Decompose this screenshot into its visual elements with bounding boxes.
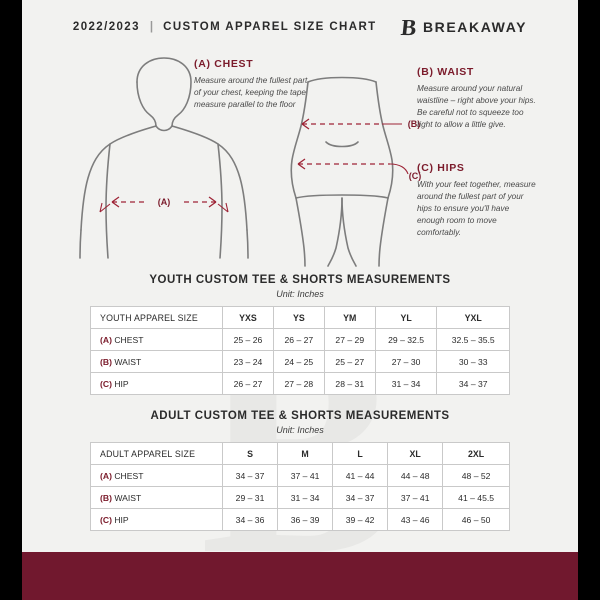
note-chest: [194, 58, 312, 111]
brand-lockup: [401, 16, 527, 39]
youth-cell-0-3: 29 – 32.5: [375, 329, 437, 351]
adult-cell-1-0: 29 – 31: [223, 487, 278, 509]
header-year: 2022/2023: [72, 21, 140, 33]
youth-row-0-label: [91, 329, 223, 351]
table-header-row: [91, 443, 510, 465]
table-row: [91, 373, 510, 395]
note-chest-body: Measure around the fullest part of your chest, keeping the tape measure parallel to the floor: [194, 76, 308, 109]
table-row: [91, 487, 510, 509]
adult-cell-1-4: 41 – 45.5: [443, 487, 510, 509]
youth-row-1-tag: (B): [100, 356, 112, 367]
youth-row-1-label: [91, 351, 223, 373]
adult-cell-0-2: 41 – 44: [333, 465, 388, 487]
adult-col-2: M: [278, 443, 333, 465]
adult-cell-0-4: 48 – 52: [443, 465, 510, 487]
youth-row-0-tag: (A): [100, 334, 112, 345]
adult-row-1-tag: (B): [100, 492, 112, 503]
youth-row-0-name: CHEST: [114, 334, 144, 345]
header-separator: |: [149, 21, 154, 33]
adult-cell-1-3: 37 – 41: [388, 487, 443, 509]
youth-cell-2-3: 31 – 34: [375, 373, 437, 395]
youth-col-0: YOUTH APPAREL SIZE: [91, 307, 223, 329]
youth-col-3: YM: [324, 307, 375, 329]
adult-cell-0-0: 34 – 37: [223, 465, 278, 487]
youth-cell-1-0: 23 – 24: [223, 351, 274, 373]
youth-cell-1-3: 27 – 30: [375, 351, 437, 373]
adult-cell-2-0: 34 – 36: [223, 509, 278, 531]
note-chest-title: (A) CHEST: [194, 58, 254, 70]
youth-cell-0-1: 26 – 27: [273, 329, 324, 351]
adult-cell-0-3: 44 – 48: [388, 465, 443, 487]
note-waist: [417, 66, 537, 131]
adult-row-2-label: [91, 509, 223, 531]
adult-col-1: S: [223, 443, 278, 465]
diagram-label-waist: (B): [407, 119, 421, 129]
adult-row-0-name: CHEST: [114, 470, 144, 481]
youth-col-1: YXS: [223, 307, 274, 329]
youth-cell-1-1: 24 – 25: [273, 351, 324, 373]
adult-title: ADULT CUSTOM TEE & SHORTS MEASUREMENTS: [150, 410, 450, 422]
adult-col-5: 2XL: [443, 443, 510, 465]
note-waist-title: (B) WAIST: [417, 66, 475, 78]
diagram-label-chest: (A): [157, 197, 171, 207]
youth-cell-2-1: 27 – 28: [273, 373, 324, 395]
youth-size-table: [90, 306, 510, 395]
right-letterbox-bar: [578, 0, 600, 600]
adult-row-2-name: HIP: [114, 514, 129, 525]
youth-cell-1-2: 25 – 27: [324, 351, 375, 373]
left-letterbox-bar: [0, 0, 22, 600]
table-row: [91, 509, 510, 531]
diagram-label-hips: (C): [408, 171, 422, 181]
youth-row-2-label: [91, 373, 223, 395]
youth-cell-2-0: 26 – 27: [223, 373, 274, 395]
adult-row-0-tag: (A): [100, 470, 112, 481]
page-title: CUSTOM APPAREL SIZE CHART: [163, 21, 377, 33]
footer-bar: [22, 552, 578, 600]
header-inner: [73, 16, 527, 39]
table-row: [91, 329, 510, 351]
youth-cell-0-0: 25 – 26: [223, 329, 274, 351]
brand-logo-icon: B: [399, 14, 418, 40]
brand-name: BREAKAWAY: [422, 19, 528, 35]
youth-cell-2-4: 34 – 37: [437, 373, 510, 395]
adult-col-0: ADULT APPAREL SIZE: [91, 443, 223, 465]
youth-col-5: YXL: [437, 307, 510, 329]
youth-row-1-name: WAIST: [114, 356, 142, 367]
adult-col-3: L: [333, 443, 388, 465]
adult-cell-1-2: 34 – 37: [333, 487, 388, 509]
youth-cell-0-2: 27 – 29: [324, 329, 375, 351]
note-waist-body: Measure around your natural waistline – right above your hips. Be careful not to squeeze too tight to allow a little give.: [417, 84, 536, 129]
youth-cell-0-4: 32.5 – 35.5: [437, 329, 510, 351]
youth-section-heading: [22, 274, 578, 299]
table-row: [91, 351, 510, 373]
youth-title: YOUTH CUSTOM TEE & SHORTS MEASUREMENTS: [149, 274, 451, 286]
note-hips-body: With your feet together, measure around the fullest part of your hips to ensure you'll have enough room to move comfortably.: [417, 180, 536, 237]
adult-cell-0-1: 37 – 41: [278, 465, 333, 487]
adult-row-1-label: [91, 487, 223, 509]
adult-size-table: [90, 442, 510, 531]
table-row: [91, 465, 510, 487]
note-hips: [417, 162, 537, 238]
youth-subtitle: Unit: Inches: [276, 289, 324, 299]
adult-row-1-name: WAIST: [114, 492, 142, 503]
adult-section-heading: [22, 410, 578, 435]
page-header: [22, 0, 578, 54]
youth-col-2: YS: [273, 307, 324, 329]
adult-cell-2-4: 46 – 50: [443, 509, 510, 531]
body-measurement-diagram: [22, 52, 578, 270]
youth-row-2-name: HIP: [114, 378, 129, 389]
adult-cell-2-2: 39 – 42: [333, 509, 388, 531]
youth-col-4: YL: [375, 307, 437, 329]
note-hips-title: (C) HIPS: [417, 162, 465, 174]
adult-row-0-label: [91, 465, 223, 487]
youth-cell-2-2: 28 – 31: [324, 373, 375, 395]
adult-row-2-tag: (C): [100, 514, 112, 525]
adult-subtitle: Unit: Inches: [276, 425, 324, 435]
sheet-background: [22, 0, 578, 600]
adult-col-4: XL: [388, 443, 443, 465]
youth-cell-1-4: 30 – 33: [437, 351, 510, 373]
adult-cell-1-1: 31 – 34: [278, 487, 333, 509]
adult-cell-2-1: 36 – 39: [278, 509, 333, 531]
adult-cell-2-3: 43 – 46: [388, 509, 443, 531]
youth-row-2-tag: (C): [100, 378, 112, 389]
table-header-row: [91, 307, 510, 329]
